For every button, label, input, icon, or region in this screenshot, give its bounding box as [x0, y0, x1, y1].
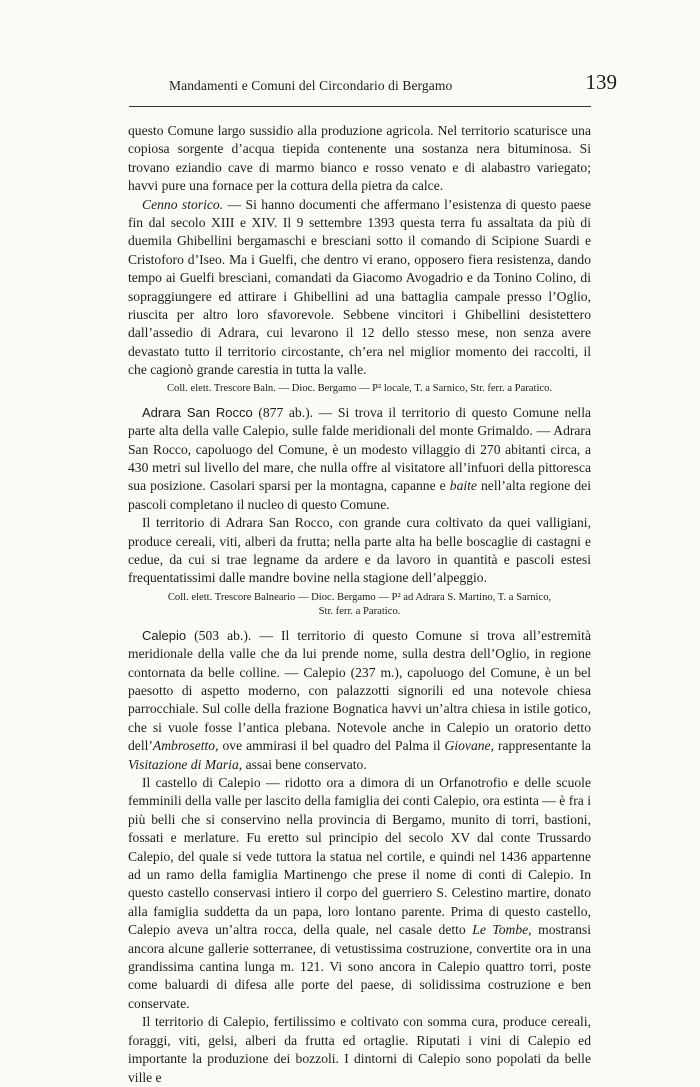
- entry-heading-calepio: Calepio: [142, 627, 187, 643]
- page-number: 139: [585, 70, 617, 94]
- paragraph-calepio-territory: Il territorio di Calepio, fertilissimo e coltivato con somma cura, produce cereali, foraggi, viti, gelsi, alberi da frutta ed ortaglie. Riputati i vini di Calepio ed importante la produzione dei bozzoli. I dintorni di Calepio sono popolati da belle ville e: [128, 1014, 591, 1085]
- page-header: [129, 70, 617, 102]
- header-rule: [129, 106, 591, 107]
- reference-line-adrara: Coll. elett. Trescore Baln. — Dioc. Bergamo — P² locale, T. a Sarnico, Str. ferr. a Paratico.: [166, 382, 553, 394]
- paragraph-intro: questo Comune largo sussidio alla produzione agricola. Nel territorio scaturisce una copiosa sorgente d’acqua tiepida contenente una sostanza nera bituminosa. Si trovano eziandio cave di marmo bianco e rosso venato e di alabastro variegato; havvi pure una fornace per la cottura della pietra da calce.: [128, 123, 591, 194]
- entry-heading-adrara-san-rocco: Adrara San Rocco: [142, 404, 253, 420]
- paragraph-adrara-san-rocco: Adrara San Rocco (877 ab.). — Si trova il territorio di questo Comune nella parte alta della valle Calepio, sulle falde meridionali del monte Grimaldo. — Adrara San Rocco, capoluogo del Comune, è un modesto villaggio di 270 abitanti circa, a 430 metri sul livello del mare, che nulla offre al visitatore all’infuori della pittoresca sua posizione. Casolari sparsi per la montagna, capanne e baite nell’alta regione dei pascoli completano il nucleo di questo Comune.: [128, 404, 591, 512]
- paragraph-castello-calepio: Il castello di Calepio — ridotto ora a dimora di un Orfanotrofio e delle scuole femminili della valle per lascito della famiglia dei conti Calepio, ora estinta — è fra i più belli che si conservino nella provincia di Bergamo, munito di torri, bastioni, fossati e merlature. Fu eretto sul principio del secolo XV dal conte Trussardo Calepio, del quale si vede tuttora la statua nel cortile, e quindi nel 1436 appartenne ad un ramo della famiglia Martinengo che prese il nome di conti di Calepio. In questo castello conservasi intiero il corpo del guerriero S. Celestino martire, donato alla famiglia suddetta da un papa, loro lontano parente. Prima di questo castello, Calepio aveva un’altra rocca, della quale, nel casale detto Le Tombe, mostransi ancora alcune gallerie sotterranee, di vetustissima costruzione, convertite ora in una grandissima cantina lunga m. 121. Vi sono ancora in Calepio quattro torri, poste come baluardi di difesa alle porte del paese, di solidissima costruzione e ben conservate.: [128, 775, 591, 1011]
- body-text: [128, 122, 591, 1087]
- running-title: Mandamenti e Comuni del Circondario di Bergamo: [169, 78, 453, 93]
- reference-line-adrara-san-rocco: Coll. elett. Trescore Balneario — Dioc. Bergamo — P² ad Adrara S. Martino, T. a Sarnico, Str. ferr. a Paratico.: [167, 591, 552, 617]
- section-lead-cenno-storico: Cenno storico.: [142, 196, 224, 212]
- paragraph-calepio: Calepio (503 ab.). — Il territorio di questo Comune si trova all’estremità meridionale della valle che da lui prende nome, sulla destra dell’Oglio, in regione contornata da belle colline. — Calepio (237 m.), capoluogo del Comune, è un bel paesotto di aspetto moderno, con palazzotti signorili ed una notevole chiesa parrocchiale. Sul colle della frazione Bognatica havvi un’altra chiesa in istile gotico, che si vuole fosse l’antica plebana. Notevole anche in Calepio un oratorio detto dell’Ambrosetto, ove ammirasi il bel quadro del Palma il Giovane, rappresentante la Visitazione di Maria, assai bene conservato.: [128, 627, 591, 772]
- paragraph-adrara-territory: Il territorio di Adrara San Rocco, con grande cura coltivato da quei valligiani, produce cereali, viti, alberi da frutta; nella parte alta ha belle boscaglie di castagni e cedue, da cui si trae legname da ardere e da lavoro in quantità e pascoli estesi frequentatissimi dalle mandre bovine nella stagione dell’alpeggio.: [128, 515, 591, 586]
- paragraph-cenno-storico: Cenno storico. — Si hanno documenti che affermano l’esistenza di questo paese fin dal secolo XIII e XIV. Il 9 settembre 1393 questa terra fu assaltata da più di duemila Ghibellini bergamaschi e bresciani sotto il comando di Scipione Suardi e Cristoforo d’Iseo. Ma i Guelfi, che dentro vi erano, opposero fiera resistenza, dando tempo ai Guelfi bresciani, comandati da Giacomo Avogadrio e da Tonino Colino, di sopraggiungere ed attirare i Ghibellini ad una battaglia campale presso l’Oglio, riuscita per altro loro sfavorevole. Sebbene vincitori i Ghibellini desistettero dall’assedio di Adrara, cui levarono il 12 dello stesso mese, non senza avere devastato tutto il territorio circostante, ch’era nel miglior momento dei raccolti, il che cagionò grande carestia in tutta la valle.: [128, 196, 591, 378]
